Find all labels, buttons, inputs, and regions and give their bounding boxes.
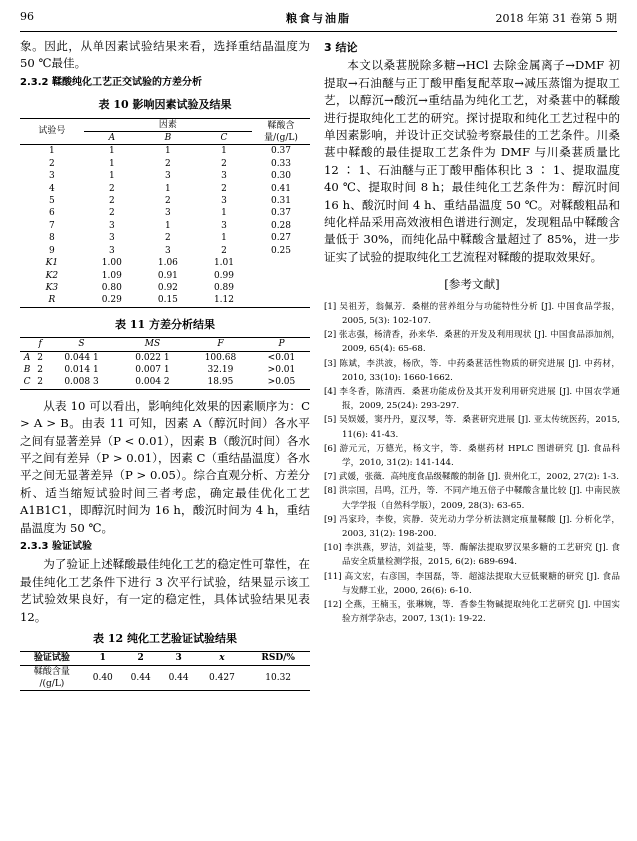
reference-item: [2] 张志强，杨清香，孙来华．桑葚的开发及利用现状 [J]. 中国食品添加剂，2009, 65(4): 65-68. (324, 330, 620, 355)
table10-k-cell: 0.80 (101, 282, 122, 293)
table11-header-cell: S (78, 339, 85, 350)
table12-value: 10.32 (265, 672, 292, 683)
section-2-3-2-heading: 2.3.2 鞣酸纯化工艺正交试验的方差分析 (20, 76, 202, 88)
table10-k-cell: 0.89 (213, 282, 234, 293)
table10-sub-b: B (164, 133, 172, 144)
intro-paragraph: 象。因此，从单因素试验结果来看，选择重结晶温度为 50 ℃最佳。 (20, 39, 310, 71)
right-column (324, 38, 620, 626)
table10-col-factor: 因素 (84, 118, 252, 131)
reference-item: [11] 高文宏，右彦国，李国磊，等．超滤法提取大豆低聚糖的研究 [J]. 食品与发酵工业，2000, 26(6): 6-10. (324, 571, 620, 596)
table10-cell: 2 (49, 158, 55, 169)
table10-k-cell: K1 (45, 258, 59, 269)
table10-cell: 5 (49, 196, 55, 207)
table10-cell: 0.41 (270, 183, 292, 194)
table12-caption: 表 12 纯化工艺验证试验结果 (93, 632, 237, 646)
table11-cell: A (23, 352, 31, 363)
table10-k-cell (252, 270, 310, 282)
table12-value: 0.40 (92, 672, 113, 683)
table11-cell: 0.014 1 (64, 364, 99, 375)
table10-cell: 3 (108, 220, 115, 231)
table-row (20, 282, 310, 294)
table10-cell: 2 (221, 245, 227, 256)
table10-cell: 3 (165, 208, 171, 219)
table11-cell: 100.68 (204, 352, 237, 363)
analysis-paragraph: 从表 10 可以看出，影响纯化效果的因素顺序为：C > A > B。由表 11 可知，因素 A（醇沉时间）各水平之间有显著差异（P < 0.01），因素 B（酸沉时间）各水平之间有差异（P > 0.01），因素 C（重结晶温度）各水平之间无显著差异（P > 0.05）。综合直观分析、方差分析、适当缩短试验时间三者考虑，确定最佳优化工艺 A1B1C1，即醇沉时间为 16 h，酸沉时间为 4 h，重结晶温度为 50 ℃。 (20, 398, 310, 535)
table10-cell: 0.25 (270, 245, 292, 256)
reference-item: [1] 吴祖芳，翁佩芳．桑椹的营养组分与功能特性分析 [J]. 中国食品学报，2005, 5(3): 102-107. (324, 301, 620, 326)
references-title: [参考文献] (444, 277, 500, 292)
table11-cell: C (23, 377, 31, 388)
table10-cell: 1 (221, 146, 227, 157)
table11-cell: 0.004 2 (135, 377, 170, 388)
page-number: 96 (20, 10, 34, 23)
table10-k-cell: 1.12 (213, 295, 234, 306)
table10-cell: 0.31 (270, 196, 292, 207)
table10-cell: 0.27 (270, 233, 292, 244)
table10-cell: 2 (108, 183, 115, 194)
table11-cell: B (23, 364, 31, 375)
table11-cell: 32.19 (207, 364, 234, 375)
table10-k-cell: 0.29 (101, 295, 122, 306)
table11-cell: 0.044 1 (64, 352, 99, 363)
table12-header-cell: 3 (175, 653, 182, 664)
table10-k-cell: 0.15 (157, 295, 178, 306)
table12-header-cell: x (219, 653, 225, 664)
table10-cell: 3 (221, 171, 227, 182)
table10-cell: 4 (49, 183, 55, 194)
table-row (20, 170, 310, 182)
table-row (20, 351, 310, 364)
table11-caption: 表 11 方差分析结果 (115, 317, 215, 331)
reference-item: [9] 冯家玲，李俊，宾静．荧光动力学分析法测定痕量鞣酸 [J]. 分析化学，2003, 31(2): 198-200. (324, 514, 620, 539)
table11-cell: 2 (37, 352, 43, 363)
table10-k-cell: 0.92 (157, 282, 178, 293)
table-row (20, 207, 310, 219)
table10-cell: 1 (165, 183, 171, 194)
table-row (20, 158, 310, 170)
table10-k-cell: K2 (45, 270, 59, 281)
table-row (20, 232, 310, 244)
reference-item: [8] 洪宗国，吕鸣，江丹，等．不同产地五倍子中鞣酸含量比较 [J]. 中南民族大学学报（自然科学版），2009, 28(3): 63-65. (324, 486, 620, 511)
table11-cell: 0.007 1 (135, 364, 170, 375)
table10-k-cell: 0.91 (157, 270, 178, 281)
table10-cell: 0.30 (270, 171, 292, 182)
table10-cell: 2 (165, 233, 171, 244)
section-3-heading: 3 结论 (324, 41, 358, 54)
references-list (324, 300, 620, 627)
table10-cell: 0.33 (270, 158, 292, 169)
table10-cell: 3 (165, 245, 171, 256)
table10-cell: 0.37 (270, 146, 292, 157)
table10-cell: 8 (49, 233, 55, 244)
reference-item: [7] 武媛，张薇．高纯度食品级鞣酸的制备 [J]. 贵州化工，2002, 27(2): 1-3. (324, 472, 619, 483)
table10-cell: 1 (221, 208, 227, 219)
table10-k-cell: 1.06 (157, 258, 178, 269)
table10-col-trial: 试验号 (38, 126, 66, 137)
table12-header-cell: 验证试验 (33, 653, 70, 664)
table10-cell: 1 (108, 171, 115, 182)
table10-caption: 表 10 影响因素试验及结果 (98, 98, 232, 112)
table10-cell: 3 (108, 245, 115, 256)
table-row (20, 195, 310, 207)
header-rule (20, 31, 617, 32)
table11-cell: >0.01 (267, 364, 296, 375)
table10-k-cell: 0.99 (213, 270, 234, 281)
table10-cell: 2 (165, 158, 171, 169)
table12-header-cell: RSD/% (261, 653, 295, 664)
conclusion-paragraph: 本文以桑葚脱除多糖→HCl 去除金属离子→DMF 初提取→石油醚与正丁酸甲酯复配萃取→减压蒸馏为提取工艺，以醇沉→酸沉→重结晶为纯化工艺，对桑葚中的鞣酸进行提取纯化工艺的研究。探讨提取和纯化工艺过程中的单因素影响，并设计正交试验考察最佳的工艺条件。川桑葚中鞣酸的最佳提取工艺条件为 DMF 与川桑葚质量比 12 ∶ 1、石油醚与正丁酸甲酯体积比 3 ∶ 1、提取温度 40 ℃、提取时间 8 h；最佳纯化工艺条件为：醇沉时间 16 h、酸沉时间 4 h、重结晶温度 50 ℃。对鞣酸粗品和纯化样品采用高效液相色谱进行测定，发现粗品中鞣酸含量低于 30%，而纯化品中鞣酸含量超过了 85%，进一步证实了试验的提取纯化工艺流程对鞣酸的提取效果好。 (324, 58, 620, 264)
section-2-3-3-heading: 2.3.3 验证试验 (20, 541, 92, 552)
table10-cell: 0.37 (270, 208, 292, 219)
table10-cell: 1 (165, 146, 171, 157)
table10-cell: 1 (221, 233, 227, 244)
journal-title: 粮食与油脂 (286, 12, 351, 25)
table10-cell: 1 (108, 146, 115, 157)
table10-cell: 9 (49, 245, 55, 256)
table10-cell: 3 (49, 171, 55, 182)
table-row (20, 364, 310, 376)
table10-cell: 3 (165, 171, 171, 182)
table-row (20, 220, 310, 232)
table11-header-cell: MS (144, 339, 161, 350)
table10-k-cell: 1.01 (213, 258, 234, 269)
table10-k-cell (252, 257, 310, 269)
table12-row-label: 鞣酸含量 (33, 666, 70, 677)
table10-cell: 1 (165, 220, 171, 231)
table-row (20, 183, 310, 195)
table10-cell: 3 (108, 233, 115, 244)
table11 (20, 337, 310, 390)
table-row (20, 270, 310, 282)
table11-cell: 0.008 3 (64, 377, 99, 388)
table11-header-cell: P (278, 339, 285, 350)
table10 (20, 118, 310, 308)
table10-cell: 0.28 (270, 220, 292, 231)
table11-header-cell: F (217, 339, 224, 350)
table10-cell: 3 (221, 196, 227, 207)
table12-value: 0.44 (168, 672, 189, 683)
table11-cell: 2 (37, 364, 43, 375)
table11-cell: <0.01 (267, 352, 296, 363)
table10-cell: 1 (108, 158, 115, 169)
table10-cell: 2 (221, 158, 227, 169)
table12-header-cell: 2 (137, 653, 144, 664)
table-row (20, 245, 310, 257)
table11-header-cell: f (38, 339, 42, 350)
left-column (20, 38, 310, 691)
table10-cell: 2 (165, 196, 171, 207)
table10-cell: 2 (108, 208, 115, 219)
table12-value: 0.427 (209, 672, 235, 683)
table11-cell: 0.022 1 (135, 352, 170, 363)
table12-row-unit: /(g/L) (39, 678, 65, 689)
table10-cell: 3 (221, 220, 227, 231)
table12 (20, 651, 310, 690)
table-row (20, 257, 310, 269)
table10-sub-a: A (108, 133, 116, 144)
table10-k-cell (252, 294, 310, 307)
reference-item: [4] 李冬香，陈清西．桑葚功能成份及其开发利用研究进展 [J]. 中国农学通报，2009, 25(24): 293-297. (324, 386, 620, 412)
verify-paragraph: 为了验证上述鞣酸最佳纯化工艺的稳定性可靠性，在最佳纯化工艺条件下进行 3 次平行试验，结果显示该工艺试验效果良好，有一定的稳定性，具体试验结果见表 12。 (20, 557, 310, 624)
table10-k-cell: 1.00 (101, 258, 122, 269)
reference-item: [3] 陈斌，李洪波，杨欣，等．中药桑葚活性物质的研究进展 [J]. 中药材，2010, 33(10): 1660-1662. (324, 358, 620, 383)
table10-k-cell: R (48, 295, 56, 306)
reference-item: [12] 仝燕，王楠玉，张琳婉，等．香参生物碱提取纯化工艺研究 [J]. 中国实验方剂学杂志，2007, 13(1): 19-22. (324, 599, 620, 625)
table12-header-cell: 1 (99, 653, 106, 664)
table11-cell: 2 (37, 377, 43, 388)
table12-value: 0.44 (130, 672, 151, 683)
table-row (20, 376, 310, 389)
reference-item: [5] 吴娱媛，窦丹丹，夏汉琴，等．桑葚研究进展 [J]. 亚太传统医药，2015, 11(6): 41-43. (324, 415, 620, 440)
table11-cell: >0.05 (267, 377, 296, 388)
table10-cell: 2 (108, 196, 115, 207)
table10-cell: 6 (49, 208, 55, 219)
table10-k-cell: 1.09 (101, 270, 122, 281)
table-row (20, 294, 310, 307)
table10-k-cell: K3 (45, 282, 59, 293)
table10-k-cell (252, 282, 310, 294)
table10-cell: 2 (221, 183, 227, 194)
reference-item: [6] 游元元，万德光，杨文宇，等．桑椹药材 HPLC 图谱研究 [J]. 食品科学，2010, 31(2): 141-144. (324, 443, 620, 468)
reference-item: [10] 李洪燕，罗洁，刘益斐，等．酶解法提取罗汉果多糖的工艺研究 [J]. 食品安全质量检测学报，2015, 6(2): 689-694. (324, 543, 620, 568)
table10-cell: 1 (49, 146, 55, 157)
table10-sub-c: C (220, 133, 228, 144)
table-row (20, 145, 310, 158)
table11-header-cell (20, 338, 34, 351)
table11-cell: 18.95 (207, 377, 234, 388)
table10-cell: 7 (49, 220, 55, 231)
journal-issue: 2018 年第 31 卷第 5 期 (495, 12, 617, 25)
table10-col-result: 鞣酸含量/(g/L) (264, 120, 298, 143)
